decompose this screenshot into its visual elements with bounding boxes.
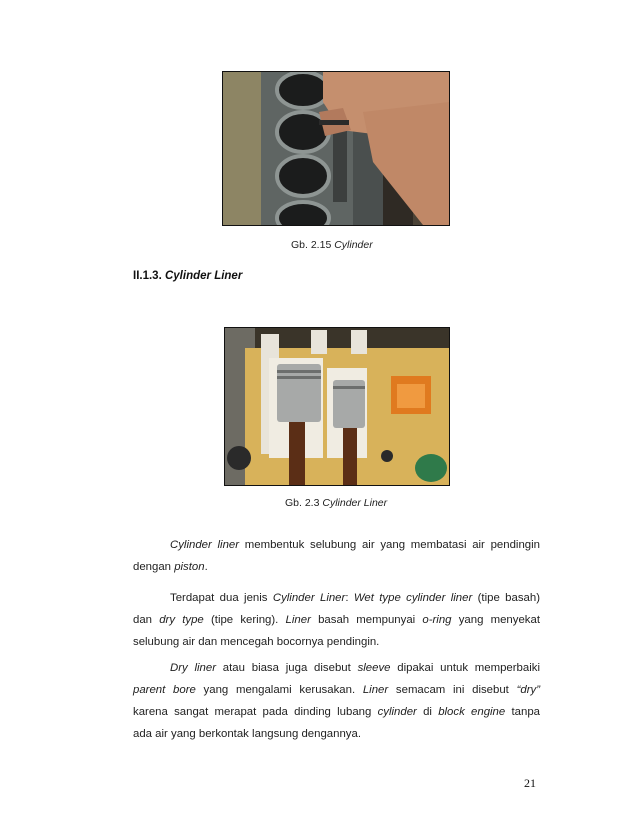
- cylinder-liner-cutaway-illustration: [225, 328, 449, 485]
- caption-italic-term: Cylinder: [334, 239, 373, 251]
- section-title: Cylinder Liner: [164, 270, 243, 282]
- term-piston: piston: [174, 561, 205, 573]
- text-run: yang menyekat: [451, 614, 540, 626]
- text-run: dipakai untuk memperbaiki: [390, 662, 540, 674]
- figure-caption-cylinder-liner: [285, 497, 387, 509]
- term-wet-type: Wet type cylinder liner: [353, 592, 473, 604]
- paragraph-3-line-1: [133, 657, 540, 679]
- text-run: Terdapat dua jenis: [170, 592, 273, 604]
- paragraph-1: [133, 534, 540, 578]
- paragraph-2-line-2: [133, 609, 540, 631]
- text-run: semacam ini disebut: [388, 684, 517, 696]
- term-dry: “dry”: [516, 684, 540, 696]
- paragraph-1-line-2: [133, 556, 540, 578]
- text-run: selubung air dan mencegah bocornya pendingin.: [133, 636, 380, 648]
- term-dry-liner: Dry liner: [170, 662, 217, 674]
- paragraph-3-line-3: [133, 701, 540, 723]
- caption-label: Gb. 2.15: [291, 239, 335, 251]
- term-block-engine: block engine: [438, 706, 506, 718]
- section-number: II.1.3.: [133, 270, 162, 282]
- text-run: :: [345, 592, 354, 604]
- text-run: .: [204, 561, 208, 573]
- term-cylinder: cylinder: [377, 706, 417, 718]
- text-run: membentuk selubung air yang membatasi air pendingin: [239, 539, 540, 551]
- term-parent-bore: parent bore: [133, 684, 196, 696]
- paragraph-1-line-1: [133, 534, 540, 556]
- text-run: dan: [133, 614, 160, 626]
- section-heading: [133, 270, 242, 282]
- text-run: di: [416, 706, 439, 718]
- term-sleeve: sleeve: [357, 662, 391, 674]
- caption-italic-term: Cylinder Liner: [322, 497, 388, 509]
- page-number: 21: [524, 776, 536, 790]
- text-run: tanpa: [505, 706, 540, 718]
- figure-cylinder-liner-photo: [224, 327, 450, 486]
- caption-label: Gb. 2.3: [285, 497, 323, 509]
- paragraph-2-line-1: [133, 587, 540, 609]
- paragraph-2: [133, 587, 540, 653]
- paragraph-3-line-4: [133, 723, 540, 745]
- term-cylinder-liner: Cylinder Liner: [272, 592, 346, 604]
- paragraph-2-line-3: [133, 631, 540, 653]
- term-dry-type: dry type: [159, 614, 204, 626]
- figure-cylinder-photo: [222, 71, 450, 226]
- text-run: karena sangat merapat pada dinding lubang: [133, 706, 378, 718]
- text-run: yang mengalami kerusakan.: [195, 684, 363, 696]
- text-run: (tipe kering).: [203, 614, 286, 626]
- figure-caption-cylinder: [291, 239, 373, 251]
- text-run: dengan: [133, 561, 175, 573]
- text-run: basah mempunyai: [310, 614, 423, 626]
- term-liner: Liner: [362, 684, 389, 696]
- cylinder-photo-illustration: [223, 72, 449, 225]
- term-o-ring: o-ring: [422, 614, 452, 626]
- term-cylinder-liner: Cylinder liner: [170, 539, 240, 551]
- paragraph-3-line-2: [133, 679, 540, 701]
- text-run: (tipe basah): [472, 592, 540, 604]
- text-run: ada air yang berkontak langsung dengannya.: [133, 728, 361, 740]
- text-run: atau biasa juga disebut: [216, 662, 358, 674]
- paragraph-3: [133, 657, 540, 745]
- term-liner: Liner: [285, 614, 311, 626]
